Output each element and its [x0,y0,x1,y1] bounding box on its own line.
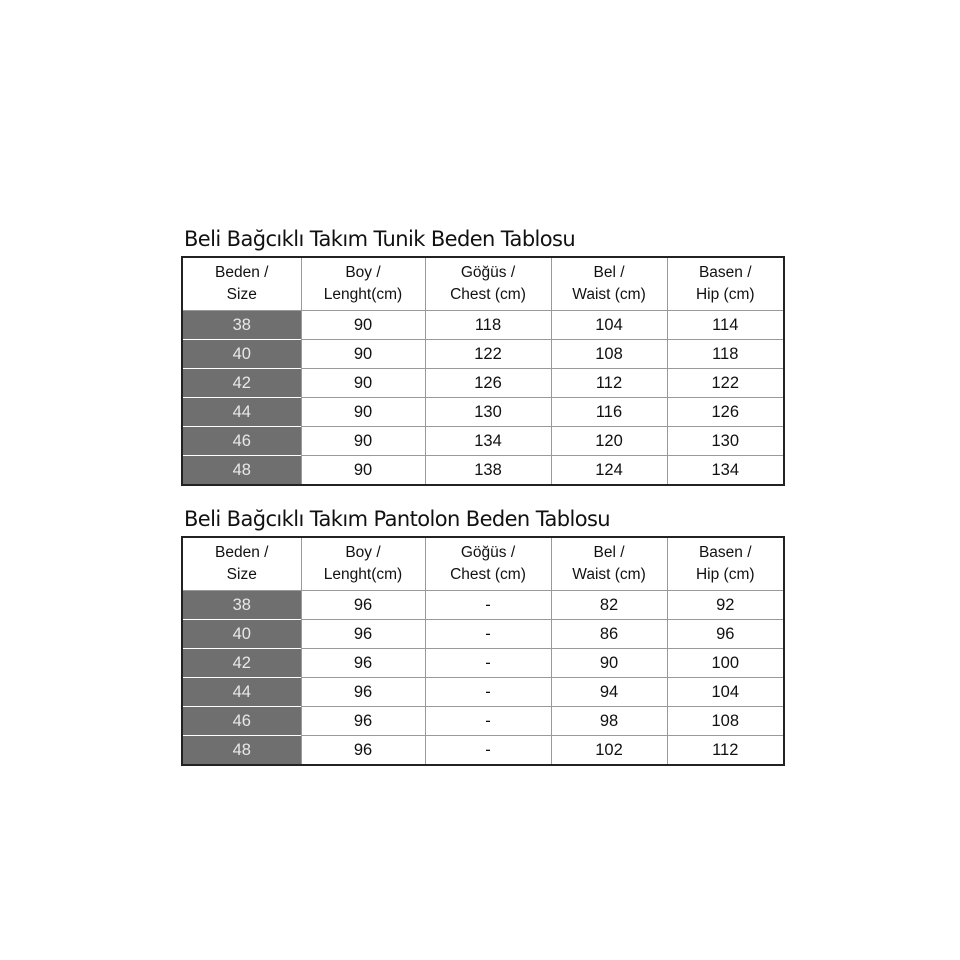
table-row [182,678,784,707]
length-cell: 96 [301,620,425,649]
header-line: Basen / [698,264,752,281]
size-cell: 44 [182,398,301,427]
chest-cell: 130 [425,398,551,427]
waist-cell: 86 [551,620,667,649]
header-size [182,537,301,591]
chest-cell: 134 [425,427,551,456]
length-cell: 96 [301,678,425,707]
size-cell: 38 [182,591,301,620]
length-cell: 90 [301,398,425,427]
header-size [182,257,301,311]
tunic-size-table [181,256,785,486]
hip-cell: 114 [667,311,784,340]
waist-cell: 90 [551,649,667,678]
length-cell: 96 [301,707,425,736]
length-cell: 96 [301,649,425,678]
size-cell: 38 [182,311,301,340]
header-line: Boy / [345,264,381,281]
chest-cell: - [425,591,551,620]
length-cell: 90 [301,456,425,486]
waist-cell: 108 [551,340,667,369]
waist-cell: 102 [551,736,667,766]
table-row [182,736,784,766]
waist-cell: 98 [551,707,667,736]
chest-cell: 122 [425,340,551,369]
chest-cell: 118 [425,311,551,340]
size-cell: 40 [182,620,301,649]
waist-cell: 82 [551,591,667,620]
header-line: Göğüs / [460,544,516,561]
chest-cell: - [425,736,551,766]
header-length [301,257,425,311]
header-length [301,537,425,591]
size-cell: 46 [182,707,301,736]
table-row [182,369,784,398]
header-hip [667,537,784,591]
header-line: Bel / [593,544,625,561]
waist-cell: 116 [551,398,667,427]
waist-cell: 120 [551,427,667,456]
tunic-size-chart [181,222,783,486]
size-cell: 42 [182,369,301,398]
chest-cell: - [425,678,551,707]
table-header-row [182,257,784,311]
table-row [182,311,784,340]
size-cell: 40 [182,340,301,369]
size-cell: 44 [182,678,301,707]
hip-cell: 134 [667,456,784,486]
tunic-chart-title: Beli Bağcıklı Takım Tunik Beden Tablosu [184,227,576,251]
header-line: Waist (cm) [572,286,646,303]
hip-cell: 108 [667,707,784,736]
length-cell: 90 [301,340,425,369]
header-line: Beden / [215,544,269,561]
table-row [182,707,784,736]
header-line: Lenght(cm) [323,286,403,303]
chest-cell: - [425,649,551,678]
size-cell: 48 [182,736,301,766]
header-line: Chest (cm) [450,566,526,583]
pants-chart-title: Beli Bağcıklı Takım Pantolon Beden Tablosu [184,507,611,531]
tunic-table-body [182,311,784,486]
header-line: Lenght(cm) [323,566,403,583]
hip-cell: 112 [667,736,784,766]
hip-cell: 126 [667,398,784,427]
header-line: Beden / [215,264,269,281]
header-line: Chest (cm) [450,286,526,303]
table-header-row [182,537,784,591]
table-row [182,620,784,649]
pants-size-table [181,536,785,766]
waist-cell: 104 [551,311,667,340]
header-line: Basen / [698,544,752,561]
hip-cell: 104 [667,678,784,707]
size-cell: 46 [182,427,301,456]
length-cell: 90 [301,427,425,456]
waist-cell: 112 [551,369,667,398]
header-hip [667,257,784,311]
pants-size-chart [181,502,783,766]
table-row [182,427,784,456]
header-line: Hip (cm) [695,566,755,583]
table-row [182,591,784,620]
header-waist [551,257,667,311]
header-line: Boy / [345,544,381,561]
hip-cell: 118 [667,340,784,369]
header-line: Göğüs / [460,264,516,281]
length-cell: 90 [301,311,425,340]
chest-cell: 126 [425,369,551,398]
length-cell: 96 [301,736,425,766]
header-line: Waist (cm) [572,566,646,583]
chest-cell: - [425,707,551,736]
table-row [182,398,784,427]
table-row [182,456,784,486]
size-cell: 48 [182,456,301,486]
chest-cell: - [425,620,551,649]
table-row [182,340,784,369]
header-chest [425,537,551,591]
header-chest [425,257,551,311]
size-cell: 42 [182,649,301,678]
header-line: Size [226,566,257,583]
waist-cell: 124 [551,456,667,486]
length-cell: 96 [301,591,425,620]
chest-cell: 138 [425,456,551,486]
hip-cell: 92 [667,591,784,620]
header-line: Size [226,286,257,303]
length-cell: 90 [301,369,425,398]
header-line: Bel / [593,264,625,281]
header-waist [551,537,667,591]
hip-cell: 100 [667,649,784,678]
waist-cell: 94 [551,678,667,707]
table-row [182,649,784,678]
pants-table-body [182,591,784,766]
hip-cell: 96 [667,620,784,649]
hip-cell: 122 [667,369,784,398]
header-line: Hip (cm) [695,286,755,303]
hip-cell: 130 [667,427,784,456]
